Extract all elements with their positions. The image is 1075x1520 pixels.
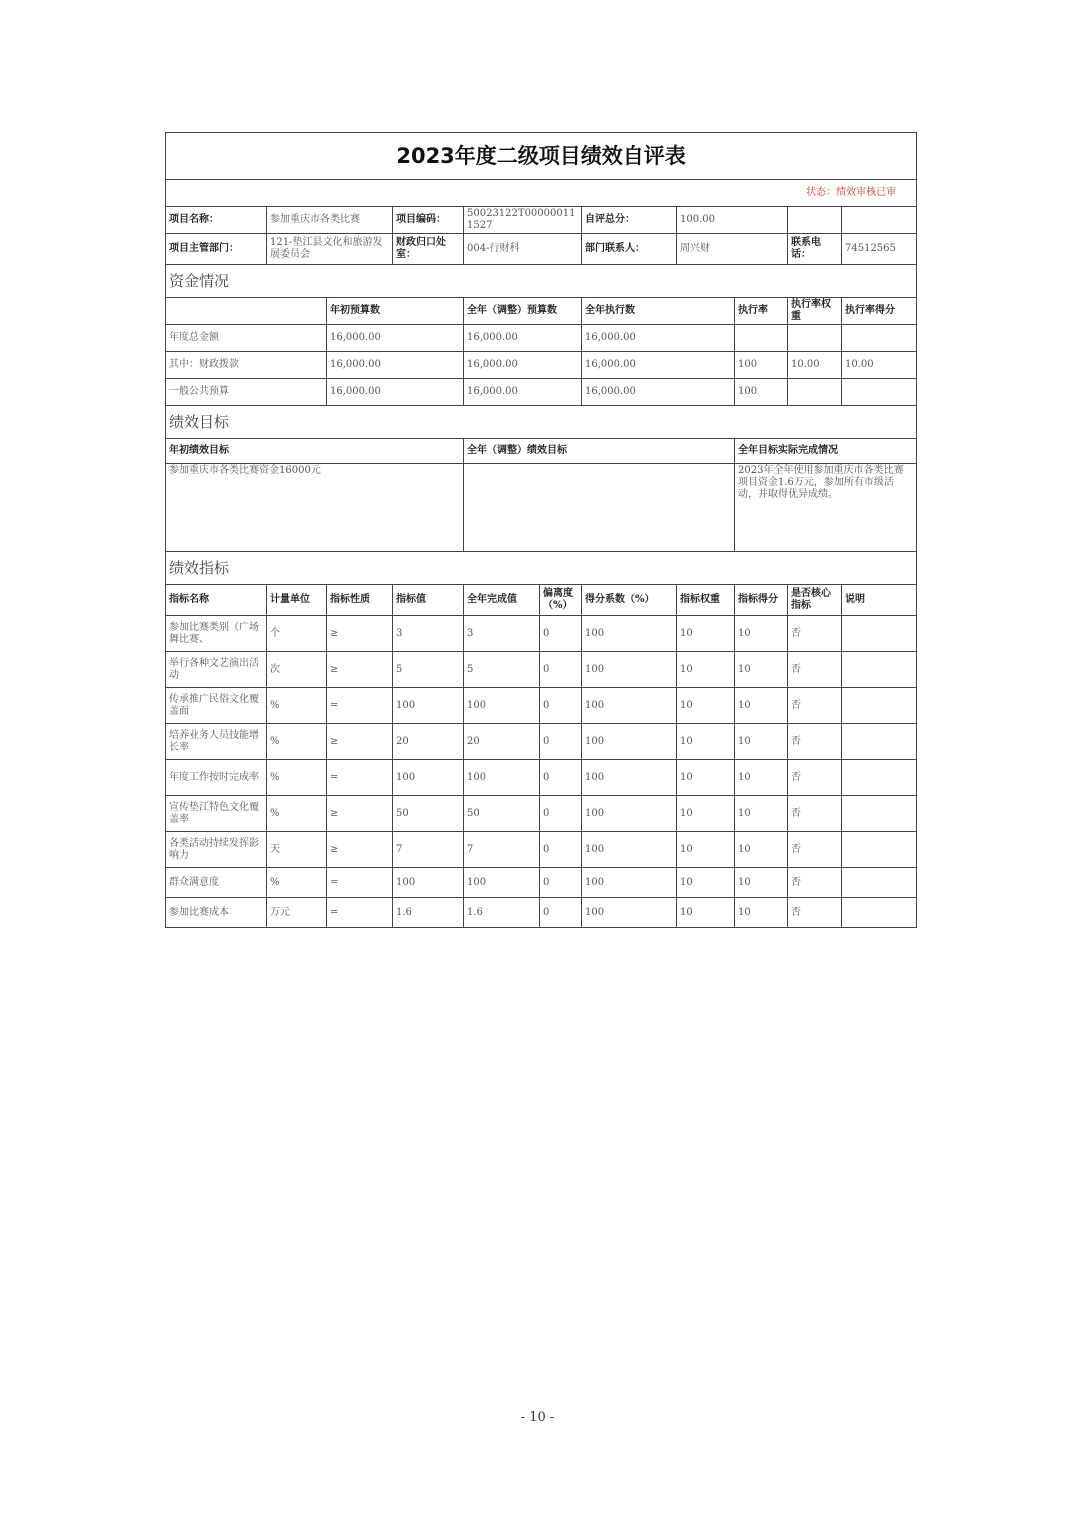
indicator-cell (842, 796, 917, 832)
indicator-row (166, 868, 917, 898)
funds-cell: 16,000.00 (464, 379, 582, 406)
indicator-name: 传承推广民俗文化覆盖面 (166, 688, 267, 724)
funds-cell: 100 (735, 379, 788, 406)
indicator-cell: % (267, 796, 327, 832)
indicator-cell: 0 (540, 832, 582, 868)
indicator-cell (842, 616, 917, 652)
indicator-cell: = (327, 868, 393, 898)
indicator-cell: 100 (393, 868, 464, 898)
funds-header: 全年执行数 (582, 298, 735, 325)
indicator-cell: % (267, 760, 327, 796)
goal-completion: 2023年全年使用参加重庆市各类比赛项目资金1.6万元，参加所有市级活动，并取得优异成绩。 (735, 464, 917, 552)
funds-cell: 10.00 (788, 352, 842, 379)
indicator-cell: = (327, 898, 393, 928)
phone-label: 联系电话： (788, 234, 842, 265)
funds-cell: 16,000.00 (582, 325, 735, 352)
funds-header: 年初预算数 (327, 298, 464, 325)
funds-cell (788, 325, 842, 352)
indicator-cell: 10 (677, 868, 735, 898)
funds-header: 全年（调整）预算数 (464, 298, 582, 325)
indicator-header: 得分系数（%） (582, 585, 677, 616)
review-status: 状态：绩效审核已审 (166, 180, 917, 207)
indicator-header: 计量单位 (267, 585, 327, 616)
indicator-cell: 0 (540, 724, 582, 760)
finance-office-value: 004-行财科 (464, 234, 582, 265)
indicator-cell: ≥ (327, 652, 393, 688)
indicator-cell: % (267, 724, 327, 760)
goals-header: 年初绩效目标 (166, 439, 464, 464)
funds-header-row (166, 298, 917, 325)
indicator-row (166, 796, 917, 832)
indicator-cell (842, 688, 917, 724)
indicator-cell: 100 (582, 832, 677, 868)
indicator-cell: 次 (267, 652, 327, 688)
indicator-header: 指标名称 (166, 585, 267, 616)
indicator-name: 各类活动持续发挥影响力 (166, 832, 267, 868)
project-code-label: 项目编码： (393, 207, 464, 234)
indicator-name: 培养业务人员技能增长率 (166, 724, 267, 760)
contact-person-value: 周兴财 (677, 234, 788, 265)
indicator-cell: 10 (735, 616, 788, 652)
indicator-cell: 10 (677, 652, 735, 688)
indicator-cell: % (267, 868, 327, 898)
funds-cell (842, 325, 917, 352)
goals-header-row (166, 439, 917, 464)
indicator-cell: 0 (540, 652, 582, 688)
indicator-header: 说明 (842, 585, 917, 616)
funds-cell: 16,000.00 (582, 379, 735, 406)
indicator-name: 群众满意度 (166, 868, 267, 898)
indicator-cell: 50 (393, 796, 464, 832)
funds-cell: 16,000.00 (464, 325, 582, 352)
funds-cell (842, 379, 917, 406)
indicator-name: 年度工作按时完成率 (166, 760, 267, 796)
form-title: 2023年度二级项目绩效自评表 (166, 133, 917, 180)
funds-header (166, 298, 327, 325)
indicators-header-row (166, 585, 917, 616)
indicator-cell: 否 (788, 868, 842, 898)
indicator-name: 宣传垫江特色文化覆盖率 (166, 796, 267, 832)
funds-section-title: 资金情况 (166, 265, 917, 298)
indicator-header: 指标权重 (677, 585, 735, 616)
indicator-cell: 100 (464, 760, 540, 796)
goals-header: 全年目标实际完成情况 (735, 439, 917, 464)
info-empty-cell (788, 207, 842, 234)
indicator-cell: 10 (735, 652, 788, 688)
funds-cell: 100 (735, 352, 788, 379)
indicator-cell: 5 (464, 652, 540, 688)
indicator-cell: 个 (267, 616, 327, 652)
adjusted-goal (464, 464, 735, 552)
indicator-cell: % (267, 688, 327, 724)
funds-header: 执行率得分 (842, 298, 917, 325)
indicator-cell: = (327, 688, 393, 724)
indicator-header: 指标性质 (327, 585, 393, 616)
funds-cell: 10.00 (842, 352, 917, 379)
indicator-cell: 否 (788, 724, 842, 760)
indicator-name: 参加比赛成本 (166, 898, 267, 928)
indicator-cell (842, 868, 917, 898)
project-code-value: 50023122T000000111527 (464, 207, 582, 234)
indicator-cell: 10 (735, 832, 788, 868)
indicator-cell: 10 (735, 868, 788, 898)
indicator-header: 指标值 (393, 585, 464, 616)
evaluation-table (165, 132, 917, 928)
funds-row (166, 325, 917, 352)
performance-self-evaluation-form (165, 132, 916, 928)
info-empty-cell (842, 207, 917, 234)
indicator-row (166, 898, 917, 928)
indicator-cell: 10 (735, 796, 788, 832)
contact-person-label: 部门联系人： (582, 234, 677, 265)
goals-section-title: 绩效目标 (166, 406, 917, 439)
indicator-cell: 0 (540, 760, 582, 796)
indicator-cell (842, 724, 917, 760)
indicator-cell: 1.6 (464, 898, 540, 928)
info-row-2 (166, 234, 917, 265)
page-number: - 10 - (520, 1410, 555, 1425)
indicator-cell: 0 (540, 616, 582, 652)
indicator-cell: 否 (788, 760, 842, 796)
indicator-cell: 10 (677, 760, 735, 796)
funds-cell: 16,000.00 (327, 325, 464, 352)
indicator-cell: 否 (788, 796, 842, 832)
indicator-cell: 5 (393, 652, 464, 688)
indicator-row (166, 760, 917, 796)
indicator-cell: 否 (788, 616, 842, 652)
funds-cell (788, 379, 842, 406)
indicator-cell: 100 (582, 616, 677, 652)
funds-cell: 一般公共预算 (166, 379, 327, 406)
indicator-row (166, 616, 917, 652)
indicator-cell: 10 (677, 616, 735, 652)
indicator-cell: 10 (677, 688, 735, 724)
indicator-row (166, 652, 917, 688)
funds-cell (735, 325, 788, 352)
indicator-cell: ≥ (327, 724, 393, 760)
indicator-row (166, 688, 917, 724)
self-score-label: 自评总分： (582, 207, 677, 234)
indicator-cell: 10 (677, 832, 735, 868)
indicator-cell: 20 (393, 724, 464, 760)
funds-header: 执行率 (735, 298, 788, 325)
indicator-header: 全年完成值 (464, 585, 540, 616)
indicator-cell: 100 (582, 652, 677, 688)
indicator-cell (842, 760, 917, 796)
indicator-cell: 否 (788, 898, 842, 928)
indicator-header: 偏离度（%） (540, 585, 582, 616)
funds-header: 执行率权重 (788, 298, 842, 325)
phone-value: 74512565 (842, 234, 917, 265)
indicator-cell (842, 652, 917, 688)
indicator-header: 指标得分 (735, 585, 788, 616)
indicator-cell: 50 (464, 796, 540, 832)
indicator-cell: = (327, 760, 393, 796)
indicator-cell: 100 (393, 688, 464, 724)
indicator-cell: 10 (735, 760, 788, 796)
indicator-cell: 1.6 (393, 898, 464, 928)
indicator-cell: 100 (582, 898, 677, 928)
indicator-cell: 20 (464, 724, 540, 760)
indicator-cell: 0 (540, 868, 582, 898)
indicator-cell (842, 898, 917, 928)
indicator-cell: 100 (464, 868, 540, 898)
goals-header: 全年（调整）绩效目标 (464, 439, 735, 464)
goals-row (166, 464, 917, 552)
indicator-cell: ≥ (327, 832, 393, 868)
indicator-row (166, 724, 917, 760)
indicator-cell: 100 (582, 868, 677, 898)
indicator-cell: 0 (540, 688, 582, 724)
indicator-cell: 0 (540, 796, 582, 832)
indicator-row (166, 832, 917, 868)
indicator-cell: 否 (788, 652, 842, 688)
funds-cell: 其中：财政拨款 (166, 352, 327, 379)
indicator-cell: 100 (582, 760, 677, 796)
indicator-name: 参加比赛类别（广场舞比赛、 (166, 616, 267, 652)
indicator-cell: 7 (393, 832, 464, 868)
indicators-section-title: 绩效指标 (166, 552, 917, 585)
funds-cell: 16,000.00 (327, 379, 464, 406)
indicator-cell: 0 (540, 898, 582, 928)
finance-office-label: 财政归口处室： (393, 234, 464, 265)
project-name-label: 项目名称： (166, 207, 267, 234)
indicator-cell: 10 (735, 724, 788, 760)
indicator-cell: 3 (393, 616, 464, 652)
funds-row (166, 352, 917, 379)
indicator-cell: 7 (464, 832, 540, 868)
indicator-cell: ≥ (327, 616, 393, 652)
indicator-cell: 10 (735, 688, 788, 724)
indicator-cell: 100 (393, 760, 464, 796)
indicator-cell: 万元 (267, 898, 327, 928)
indicator-cell: 否 (788, 688, 842, 724)
indicator-cell: ≥ (327, 796, 393, 832)
indicator-header: 是否核心指标 (788, 585, 842, 616)
funds-cell: 16,000.00 (327, 352, 464, 379)
indicator-cell: 否 (788, 832, 842, 868)
department-value: 121-垫江县文化和旅游发展委员会 (267, 234, 393, 265)
initial-goal: 参加重庆市各类比赛资金16000元 (166, 464, 464, 552)
indicator-cell: 100 (582, 688, 677, 724)
indicator-cell: 天 (267, 832, 327, 868)
info-row-1 (166, 207, 917, 234)
indicator-cell: 10 (735, 898, 788, 928)
indicator-cell (842, 832, 917, 868)
project-name-value: 参加重庆市各类比赛 (267, 207, 393, 234)
funds-cell: 16,000.00 (464, 352, 582, 379)
indicator-cell: 100 (464, 688, 540, 724)
indicator-cell: 10 (677, 724, 735, 760)
indicator-name: 举行各种文艺演出活动 (166, 652, 267, 688)
indicator-cell: 100 (582, 796, 677, 832)
indicator-cell: 3 (464, 616, 540, 652)
indicator-cell: 100 (582, 724, 677, 760)
indicator-cell: 10 (677, 796, 735, 832)
funds-cell: 年度总金额 (166, 325, 327, 352)
self-score-value: 100.00 (677, 207, 788, 234)
indicator-cell: 10 (677, 898, 735, 928)
funds-cell: 16,000.00 (582, 352, 735, 379)
funds-row (166, 379, 917, 406)
department-label: 项目主管部门： (166, 234, 267, 265)
